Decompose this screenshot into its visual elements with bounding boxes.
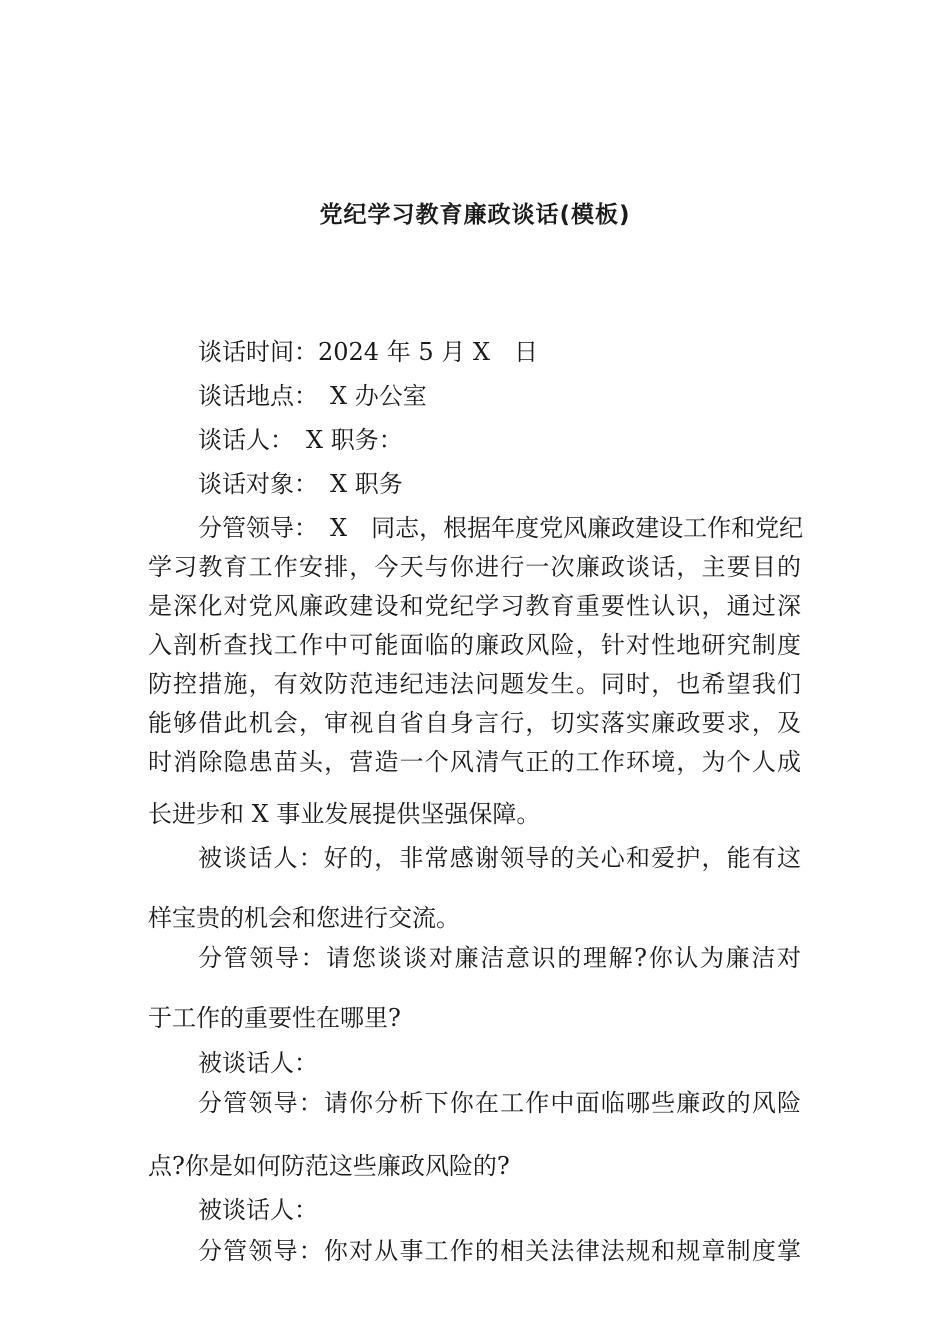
paragraph-line: 分管领导：你对从事工作的相关法律法规和规章制度掌 [198,1237,801,1265]
paragraph-line: 长进步和 X 事业发展提供坚强保障。 [148,800,541,828]
answer-line: 被谈话人： [198,1049,318,1077]
paragraph-line: 样宝贵的机会和您进行交流。 [148,904,460,932]
paragraph-line: 被谈话人：好的，非常感谢领导的关心和爱护，能有这 [198,844,801,872]
paragraph-line: 时消除隐患苗头，营造一个风清气正的工作环境，为个人成 [148,748,801,776]
meta-time: 谈话时间：2024 年 5 月 X 日 [198,338,538,366]
document-title: 党纪学习教育廉政谈话(模板) [319,202,631,228]
meta-speaker: 谈话人： X 职务： [198,426,403,454]
paragraph-line: 是深化对党风廉政建设和党纪学习教育重要性认识，通过深 [148,592,801,620]
paragraph-line: 防控措施，有效防范违纪违法问题发生。同时，也希望我们 [148,670,801,698]
meta-place: 谈话地点： X 办公室 [198,382,427,410]
paragraph-line: 能够借此机会，审视自省自身言行，切实落实廉政要求，及 [148,709,801,737]
paragraph-line: 学习教育工作安排，今天与你进行一次廉政谈话，主要目的 [148,553,801,581]
paragraph-line: 分管领导： X 同志，根据年度党风廉政建设工作和党纪 [198,514,804,542]
answer-line: 被谈话人： [198,1196,318,1224]
paragraph-line: 点?你是如何防范这些廉政风险的? [148,1152,510,1180]
paragraph-line: 于工作的重要性在哪里? [148,1004,401,1032]
paragraph-line: 分管领导：请您谈谈对廉洁意识的理解?你认为廉洁对 [198,944,801,972]
paragraph-line: 分管领导：请你分析下你在工作中面临哪些廉政的风险 [198,1089,801,1117]
paragraph-line: 入剖析查找工作中可能面临的廉政风险，针对性地研究制度 [148,631,801,659]
meta-target: 谈话对象： X 职务 [198,470,403,498]
